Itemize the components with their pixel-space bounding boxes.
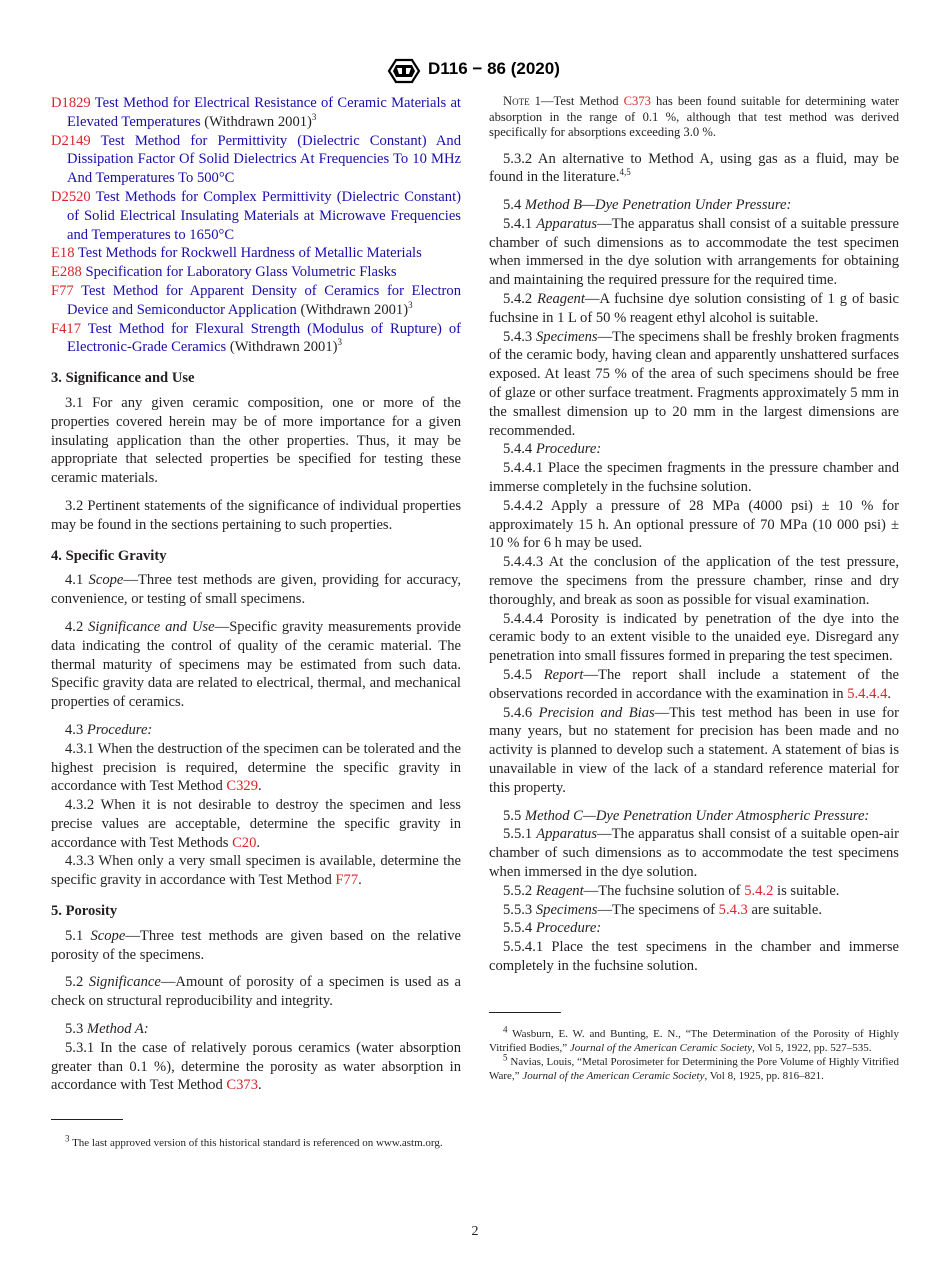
ref-code-link[interactable]: D2520 bbox=[51, 188, 91, 205]
paragraph: 5.5 Method C—Dye Penetration Under Atmospheric Pressure: bbox=[503, 807, 870, 824]
test-method-link[interactable]: C20 bbox=[232, 834, 257, 851]
paragraph: 4.2 Significance and Use—Specific gravity measurements provide data indicating the control of quality of the ceramic material. The thermal maturity of specimens may be estimated from such data. Specific gravity data are related to electrical, thermal, and mechanical properties of ceramics. bbox=[51, 618, 461, 711]
footnote-ref[interactable]: 3 bbox=[311, 111, 317, 122]
paragraph: 5.3 Method A: bbox=[65, 1021, 149, 1038]
paragraph: 4.3.2 When it is not desirable to destroy the specimen and less precise values are acceptable, determine the specific gravity in accordance with Test Methods C20. bbox=[51, 797, 461, 851]
paragraph: 3.2 Pertinent statements of the significance of individual properties may be found in the sections pertaining to such properties. bbox=[51, 497, 461, 533]
paragraph: 5.4 Method B—Dye Penetration Under Pressure: bbox=[503, 197, 792, 214]
ref-code-link[interactable]: D1829 bbox=[51, 95, 91, 111]
test-method-link[interactable]: C373 bbox=[623, 94, 651, 108]
reference-item bbox=[51, 263, 461, 282]
ref-suffix: (Withdrawn 2001) bbox=[229, 339, 338, 356]
test-method-link[interactable]: C373 bbox=[226, 1077, 259, 1094]
section-link[interactable]: 5.4.4.4 bbox=[847, 685, 888, 702]
left-column bbox=[51, 94, 461, 1150]
paragraph: 5.4.1 Apparatus—The apparatus shall consist of a suitable pressure chamber of such dimensions as to accommodate the test specimen when immersed in the dye solution with arrangements for obtaining and maintaining the required pressure for the required time. bbox=[489, 215, 899, 289]
paragraph: 5.4.3 Specimens—The specimens shall be freshly broken fragments of the ceramic body, having clean and apparently unshattered surfaces exposed. At least 75 % of the area of such specimens should be free of glaze or other surface treatment. Fragments approximately 5 mm in the smallest dimension up to 20 mm in the largest dimensions are recommended. bbox=[489, 328, 899, 439]
footnote: $^3$ The last approved version of this historical standard is referenced on www.astm.org. bbox=[65, 1133, 443, 1150]
paragraph: 3.1 For any given ceramic composition, one or more of the properties covered herein may be of more importance for a given insulating application than the other properties. Thus, it may be appropriate that selected properties be specified for testing these ceramic materials. bbox=[51, 394, 461, 487]
footnote-ref[interactable]: 3 bbox=[408, 299, 413, 310]
ref-code-link[interactable]: D2149 bbox=[51, 132, 91, 149]
footnote-ref[interactable]: 3 bbox=[337, 337, 343, 348]
paragraph: 5.4.4.3 At the conclusion of the application of the test pressure, remove the specimens from the pressure chamber, rinse and dry thoroughly, and break as soon as possible for visual examination. bbox=[489, 554, 899, 608]
ref-title-link[interactable]: Test Method for Permittivity (Dielectric Constant) And Dissipation Factor Of Solid Dielectrics At Frequencies To 10 MHz And Temperatures To 500°C bbox=[67, 132, 461, 187]
section-heading: 4. Specific Gravity bbox=[51, 547, 167, 564]
ref-code-link[interactable]: E288 bbox=[51, 264, 82, 281]
paragraph: 4.3.1 When the destruction of the specimen can be tolerated and the highest precision is required, determine the specific gravity in accordance with Test Method C329. bbox=[51, 740, 461, 795]
paragraph: 5.5.4.1 Place the test specimens in the chamber and immerse completely in the fuchsine solution. bbox=[489, 939, 899, 974]
ref-title-link[interactable]: Test Method for Apparent Density of Ceramics for Electron Device and Semiconductor Application bbox=[67, 282, 461, 318]
paragraph: 5.1 Scope—Three test methods are given based on the relative porosity of the specimens. bbox=[51, 927, 461, 963]
reference-item bbox=[51, 188, 461, 244]
footnote-ref[interactable]: 4,5 bbox=[619, 167, 631, 178]
section-link[interactable]: 5.4.2 bbox=[744, 882, 774, 899]
astm-logo bbox=[386, 58, 422, 84]
paragraph: 5.5.3 Specimens—The specimens of 5.4.3 are suitable. bbox=[503, 901, 822, 918]
ref-code-link[interactable]: F417 bbox=[51, 320, 82, 337]
section-heading: 3. Significance and Use bbox=[51, 370, 195, 387]
ref-code-link[interactable]: F77 bbox=[51, 282, 74, 299]
paragraph: 4.1 Scope—Three test methods are given, providing for accuracy, convenience, or testing of small specimens. bbox=[51, 572, 461, 608]
reference-item bbox=[51, 320, 461, 358]
paragraph: 5.5.1 Apparatus—The apparatus shall consist of a suitable open-air chamber of such dimensions as to accommodate the test specimens when immersed in the dye solution. bbox=[489, 826, 899, 880]
paragraph: 4.3.3 When only a very small specimen is available, determine the specific gravity in accordance with Test Method F77. bbox=[51, 853, 461, 889]
section-heading: 5. Porosity bbox=[51, 903, 118, 920]
reference-item bbox=[51, 132, 461, 188]
ref-suffix: (Withdrawn 2001) bbox=[204, 113, 312, 130]
footnote: $^4$ Wasburn, E. W. and Bunting, E. N., “The Determination of the Porosity of Highly Vitrified Bodies,” Journal of the American Ceramic Society, Vol 5, 1922, pp. 527–535. bbox=[489, 1024, 899, 1054]
paragraph: 5.4.2 Reagent—A fuchsine dye solution consisting of 1 g of basic fuchsine in 1 L of 50 % reagent ethyl alcohol is suitable. bbox=[489, 291, 899, 326]
page-number: 2 bbox=[471, 1224, 479, 1239]
ref-title-link[interactable]: Test Methods for Rockwell Hardness of Metallic Materials bbox=[77, 245, 422, 262]
ref-title-link[interactable]: Test Method for Flexural Strength (Modulus of Rupture) of Electronic-Grade Ceramics bbox=[67, 320, 461, 356]
reference-list bbox=[51, 94, 461, 357]
paragraph: 5.3.1 In the case of relatively porous ceramics (water absorption greater than 0.1 %), determine the porosity as water absorption in accordance with Test Method C373. bbox=[51, 1039, 461, 1094]
paragraph: 5.3.2 An alternative to Method A, using gas as a fluid, may be found in the literature.$^{4,5}$ bbox=[489, 150, 899, 186]
test-method-link[interactable]: C329 bbox=[226, 778, 259, 795]
standard-designation: D116 − 86 (2020) bbox=[428, 59, 560, 78]
test-method-link[interactable]: F77 bbox=[335, 872, 359, 889]
paragraph: 5.4.4.4 Porosity is indicated by penetration of the dye into the ceramic body to an extent visible to the unaided eye. Disregard any penetration into small fissures formed in preparing the test specimen. bbox=[489, 610, 899, 665]
paragraph: 5.5.2 Reagent—The fuchsine solution of 5.4.2 is suitable. bbox=[503, 882, 840, 899]
ref-suffix: (Withdrawn 2001) bbox=[300, 301, 409, 318]
paragraph: 5.5.4 Procedure: bbox=[503, 920, 602, 937]
reference-item bbox=[51, 282, 461, 320]
note: Note 1—Test Method C373 has been found suitable for determining water absorption in the range of 0.1 %, although that test method was derived specifically for absorptions exceeding 3.0 %. bbox=[489, 94, 899, 139]
ref-title-link[interactable]: Test Method for Electrical Resistance of Ceramic Materials at Elevated Temperatures bbox=[67, 95, 461, 130]
page-header bbox=[0, 58, 950, 84]
paragraph: 4.3 Procedure: bbox=[65, 721, 153, 738]
ref-title-link[interactable]: Test Methods for Complex Permittivity (Dielectric Constant) of Solid Electrical Insulating Materials at Microwave Frequencies and Temperatures to 1650°C bbox=[67, 188, 461, 243]
section-link[interactable]: 5.4.3 bbox=[718, 901, 748, 918]
reference-item bbox=[51, 244, 461, 263]
footnote: $^5$ Navias, Louis, “Metal Porosimeter for Determining the Pore Volume of Highly Vitrified Ware,” Journal of the American Ceramic Society, Vol 8, 1925, pp. 816–821. bbox=[489, 1052, 899, 1082]
paragraph: 5.4.6 Precision and Bias—This test method has been in use for many years, but no statement for precision has been made and no activity is planned to develop such a statement. A statement of bias is unavailable in view of the lack of a standard reference material for this property. bbox=[489, 704, 899, 796]
ref-title-link[interactable]: Specification for Laboratory Glass Volumetric Flasks bbox=[85, 264, 397, 281]
paragraph: 5.2 Significance—Amount of porosity of a specimen is used as a check on structural reproducibility and integrity. bbox=[51, 974, 461, 1010]
paragraph: 5.4.4.2 Apply a pressure of 28 MPa (4000 psi) ± 10 % for approximately 15 h. An optional pressure of 70 MPa (10 000 psi) ± 10 % for 6 h may be used. bbox=[489, 497, 899, 552]
paragraph: 5.4.4 Procedure: bbox=[503, 441, 602, 458]
ref-code-link[interactable]: E18 bbox=[51, 245, 75, 262]
reference-item bbox=[51, 94, 461, 132]
paragraph: 5.4.4.1 Place the specimen fragments in the pressure chamber and immerse completely in the fuchsine solution. bbox=[489, 460, 899, 496]
right-column bbox=[489, 94, 899, 1083]
paragraph: 5.4.5 Report—The report shall include a statement of the observations recorded in accordance with the examination in 5.4.4.4. bbox=[489, 667, 899, 702]
